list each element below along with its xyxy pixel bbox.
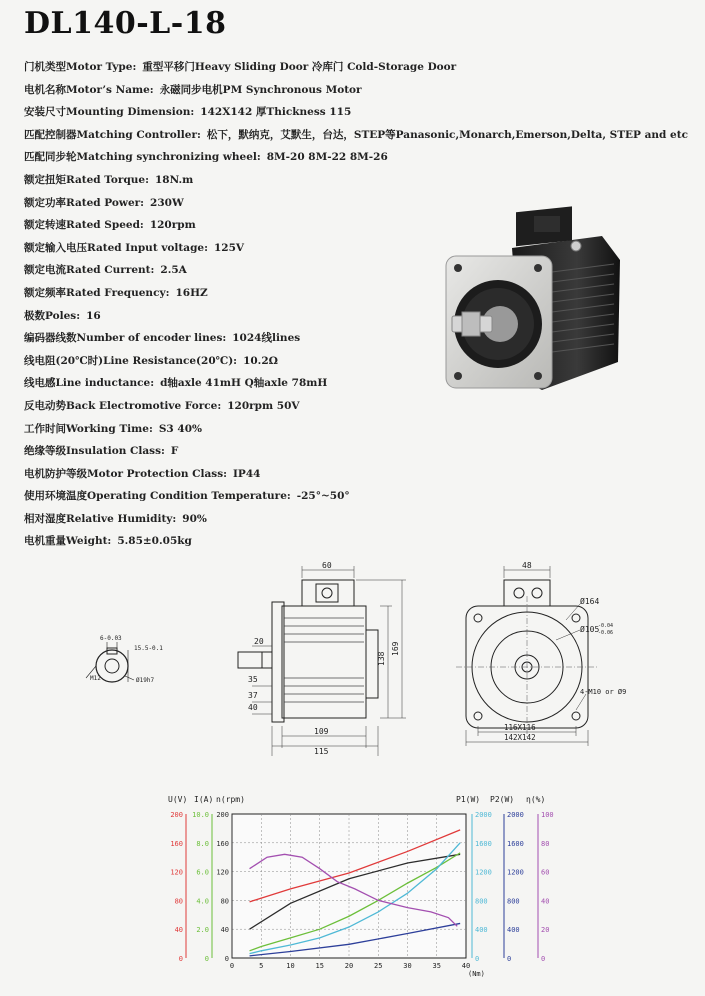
spec-row	[24, 216, 454, 239]
x-tick-label: 20	[344, 962, 354, 970]
spec-label: 额定转速Rated Speed:	[24, 219, 144, 232]
shaft-detail-drawing	[70, 618, 180, 698]
spec-row	[24, 284, 454, 307]
front-outer-square-label: 142X142	[504, 733, 536, 742]
x-tick-label: 5	[259, 962, 264, 970]
spec-label: 编码器线数Number of encoder lines:	[24, 332, 227, 345]
side-d37-label: 37	[248, 691, 258, 700]
y-tick-label-n: 80	[220, 897, 229, 906]
spec-label: 额定电流Rated Current:	[24, 264, 155, 277]
x-tick-label: 25	[374, 962, 383, 970]
spec-value: 90%	[182, 512, 207, 525]
x-axis-label: (Nm)	[468, 970, 485, 978]
spec-row	[24, 103, 454, 126]
spec-row	[24, 465, 454, 488]
spec-list	[24, 58, 688, 555]
spec-label: 电机防护等级Motor Protection Class:	[24, 467, 228, 480]
spec-value: 120rpm	[149, 219, 196, 232]
y-tick-label-p1: 800	[475, 897, 488, 906]
spec-value: F	[170, 445, 179, 458]
y-tick-label-u: 160	[170, 839, 183, 848]
y-tick-label-n: 200	[216, 811, 229, 819]
front-top-width-label: 48	[522, 561, 532, 570]
spec-label: 额定输入电压Rated Input voltage:	[24, 241, 208, 254]
y-axis-label-p1: P1(W)	[456, 795, 481, 804]
spec-label: 绝缘等级Insulation Class:	[24, 445, 165, 458]
x-tick-label: 30	[403, 962, 412, 970]
x-tick-label: 0	[229, 962, 235, 970]
spec-value: 2.5A	[160, 264, 187, 277]
spec-label: 反电动势Back Electromotive Force:	[24, 399, 222, 412]
side-top-width-label: 60	[322, 561, 332, 570]
spec-label: 匹配控制器Matching Controller:	[24, 128, 201, 141]
key-tolerance-label: 6-0.03	[100, 635, 122, 642]
spec-label: 额定功率Rated Power:	[24, 196, 145, 209]
side-w115-label: 115	[314, 747, 329, 756]
y-tick-label-u: 200	[170, 811, 183, 819]
y-tick-label-p2: 800	[507, 897, 520, 906]
y-tick-label-i: 0	[204, 955, 209, 963]
spec-label: 相对湿度Relative Humidity:	[24, 512, 177, 525]
spec-value: d轴axle 41mH Q轴axle 78mH	[160, 377, 328, 390]
spec-row	[24, 352, 454, 375]
spec-value: 142X142 厚Thickness 115	[200, 106, 352, 119]
spec-row	[24, 442, 454, 465]
spec-label: 工作时间Working Time:	[24, 422, 153, 435]
side-h169-label: 169	[391, 641, 400, 656]
performance-chart	[160, 788, 560, 988]
spec-value: 1024线lines	[232, 332, 301, 345]
spec-row	[24, 239, 454, 262]
y-tick-label-i: 6.0	[196, 868, 209, 877]
x-tick-label: 10	[286, 962, 295, 970]
y-axis-label-eta: η(%)	[526, 795, 546, 804]
spec-value: 18N.m	[154, 173, 194, 186]
y-tick-label-n: 40	[220, 926, 229, 935]
spec-value: IP44	[233, 467, 261, 480]
spec-value: 10.2Ω	[243, 354, 278, 367]
spec-label: 额定频率Rated Frequency:	[24, 286, 170, 299]
spec-label: 门机类型Motor Type:	[24, 61, 137, 73]
spec-row	[24, 171, 454, 194]
spec-row	[24, 510, 454, 533]
y-tick-label-i: 8.0	[196, 839, 209, 848]
product-title: DL140-L-18	[24, 6, 227, 41]
y-tick-label-n: 0	[224, 955, 229, 963]
front-d105-tol-upper: -0.04	[598, 623, 614, 629]
spec-value: 125V	[213, 241, 245, 254]
y-tick-label-n: 160	[216, 839, 229, 848]
spec-row	[24, 487, 454, 510]
y-tick-label-p1: 400	[475, 926, 488, 935]
y-tick-label-i: 10.0	[192, 811, 209, 819]
y-tick-label-eta: 40	[541, 897, 550, 906]
y-tick-label-eta: 80	[541, 839, 550, 848]
spec-value: 8M-20 8M-22 8M-26	[266, 151, 388, 164]
x-tick-label: 35	[432, 962, 441, 970]
front-d164-label: Ø164	[580, 597, 600, 606]
front-holes-label: 4-M10 or Ø9	[580, 688, 627, 696]
spec-value: 松下，默纳克，艾默生，台达，STEP等Panasonic,Monarch,Emerson,Delta, STEP and etc	[206, 128, 688, 141]
y-axis-label-i: I(A)	[194, 795, 214, 804]
spec-row	[24, 329, 454, 352]
spec-row	[24, 81, 454, 104]
front-d105-tol-lower: -0.06	[598, 630, 614, 636]
y-tick-label-p1: 1200	[475, 868, 492, 877]
spec-row	[24, 58, 457, 81]
y-tick-label-n: 120	[216, 868, 229, 877]
spec-value: S3 40%	[158, 422, 202, 435]
y-tick-label-i: 4.0	[196, 897, 209, 906]
spec-row	[24, 374, 454, 397]
y-tick-label-u: 120	[170, 868, 183, 877]
spec-row	[24, 126, 688, 149]
spec-row	[24, 307, 454, 330]
spec-row	[24, 148, 454, 171]
side-d35-label: 35	[248, 675, 258, 684]
y-tick-label-p1: 2000	[475, 811, 492, 819]
y-tick-label-u: 0	[178, 955, 183, 963]
spec-label: 电机名称Motor’s Name:	[24, 83, 154, 96]
y-tick-label-p1: 1600	[475, 839, 492, 848]
y-axis-label-n: n(rpm)	[216, 795, 245, 804]
spec-value: -25°~50°	[296, 490, 350, 503]
spec-value: 重型平移门Heavy Sliding Door 冷库门 Cold-Storage Door	[142, 61, 457, 73]
front-inner-square-label: 116X116	[504, 723, 536, 732]
shaft-diameter-label: Ø19h7	[136, 677, 155, 684]
motor-photo	[442, 212, 632, 402]
spec-value: 230W	[150, 196, 184, 209]
spec-value: 120rpm 50V	[227, 399, 300, 412]
y-tick-label-u: 40	[174, 926, 183, 935]
spec-row	[24, 261, 454, 284]
y-tick-label-i: 2.0	[196, 926, 209, 935]
spec-row	[24, 194, 454, 217]
spec-label: 使用环境温度Operating Condition Temperature:	[24, 490, 291, 503]
spec-row	[24, 420, 454, 443]
side-h138-label: 138	[377, 651, 386, 666]
x-tick-label: 15	[315, 962, 324, 970]
spec-label: 额定扭矩Rated Torque:	[24, 173, 149, 186]
spec-label: 匹配同步轮Matching synchronizing wheel:	[24, 151, 261, 164]
y-tick-label-eta: 20	[541, 926, 550, 935]
front-view-drawing	[456, 560, 627, 760]
y-axis-label-p2: P2(W)	[490, 795, 515, 804]
side-d40-label: 40	[248, 703, 258, 712]
front-d105-label: Ø105	[580, 625, 600, 634]
y-tick-label-eta: 60	[541, 868, 550, 877]
spec-value: 5.85±0.05kg	[117, 535, 192, 548]
spec-row	[24, 397, 454, 420]
y-tick-label-p2: 1200	[507, 868, 524, 877]
spec-value: 永磁同步电机PM Synchronous Motor	[159, 83, 362, 96]
y-tick-label-p2: 2000	[507, 811, 524, 819]
spec-label: 电机重量Weight:	[24, 535, 112, 548]
spec-value: 16HZ	[175, 286, 208, 299]
side-w109-label: 109	[314, 727, 329, 736]
y-tick-label-p2: 0	[507, 955, 512, 963]
x-tick-label: 40	[461, 962, 471, 970]
side-view-drawing	[232, 560, 412, 760]
y-tick-label-p2: 1600	[507, 839, 524, 848]
spec-label: 线电感Line inductance:	[24, 377, 155, 390]
side-d20-label: 20	[254, 637, 264, 646]
spec-row	[24, 532, 454, 555]
spec-label: 安装尺寸Mounting Dimension:	[24, 106, 195, 119]
y-tick-label-p2: 400	[507, 926, 520, 935]
thread-label: M12	[90, 675, 101, 682]
y-tick-label-p1: 0	[475, 955, 480, 963]
y-tick-label-eta: 100	[541, 811, 554, 819]
y-axis-label-u: U(V)	[168, 795, 188, 804]
spec-label: 线电阻(20℃时)Line Resistance(20℃):	[24, 354, 238, 367]
spec-label: 极数Poles:	[24, 309, 81, 322]
spec-value: 16	[86, 309, 101, 322]
y-tick-label-eta: 0	[541, 955, 546, 963]
key-depth-label: 15.5-0.1	[134, 645, 163, 652]
y-tick-label-u: 80	[174, 897, 183, 906]
